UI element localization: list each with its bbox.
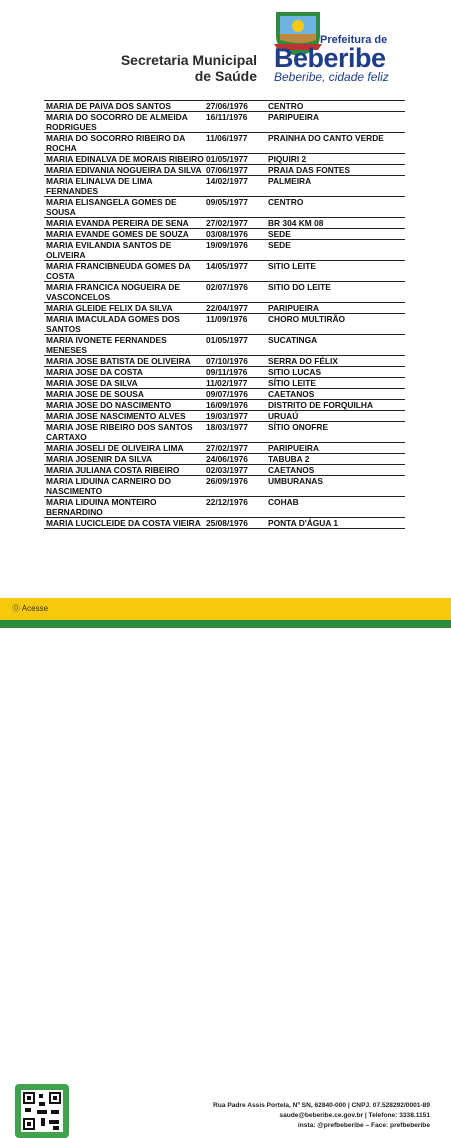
table-row: [44, 101, 405, 112]
birth-date-cell: 19/03/1977: [204, 411, 266, 422]
birth-date-cell: 02/07/1976: [204, 282, 266, 303]
location-cell: SUCATINGA: [266, 335, 405, 356]
location-cell: PARIPUEIRA: [266, 112, 405, 133]
location-cell: CENTRO: [266, 197, 405, 218]
person-name-cell: MARIA JOSE NASCIMENTO ALVES: [44, 411, 204, 422]
birth-date-cell: 16/09/1976: [204, 400, 266, 411]
person-name-cell: MARIA IVONETE FERNANDES MENESES: [44, 335, 204, 356]
person-name-cell: MARIA EDINALVA DE MORAIS RIBEIRO: [46, 154, 204, 164]
birth-date-cell: 27/06/1976: [204, 101, 266, 112]
birth-date-cell: 11/09/1976: [204, 314, 266, 335]
table-row: [44, 367, 405, 378]
birth-date-cell: 09/07/1976: [204, 389, 266, 400]
footer-social[interactable]: insta: @prefbeberibe – Face: prefbeberibe: [297, 1122, 430, 1129]
birth-date-cell: 14/02/1977: [204, 176, 266, 197]
qr-code-icon[interactable]: [15, 1084, 69, 1138]
person-name-cell: MARIA JOSENIR DA SILVA: [44, 454, 204, 465]
secretaria-line2: de Saúde: [194, 68, 257, 84]
table-row: [44, 497, 405, 518]
person-name-cell: MARIA JOSE BATISTA DE OLIVEIRA: [44, 356, 204, 367]
table-row: [44, 197, 405, 218]
person-name-cell: MARIA JOSE DE SOUSA: [44, 389, 204, 400]
prefeitura-label: Prefeitura de: [320, 34, 388, 46]
birth-date-cell: 09/11/1976: [204, 367, 266, 378]
person-name-cell: MARIA IMACULADA GOMES DOS SANTOS: [44, 314, 204, 335]
city-name: Beberibe: [274, 43, 386, 73]
table-row: [44, 133, 405, 154]
birth-date-cell: 25/08/1976: [204, 518, 266, 529]
table-row: [44, 454, 405, 465]
person-name-cell: MARIA DO SOCORRO RIBEIRO DA ROCHA: [44, 133, 204, 154]
table-row: [44, 335, 405, 356]
table-row: [44, 378, 405, 389]
person-name-cell: MARIA FRANCIBNEUDA GOMES DA COSTA: [44, 261, 204, 282]
table-row: [44, 282, 405, 303]
location-cell: CAETANOS: [266, 465, 405, 476]
birth-date-cell: 16/11/1976: [204, 112, 266, 133]
person-name-cell: MARIA ELINALVA DE LIMA FERNANDES: [44, 176, 204, 197]
table-row: [44, 165, 405, 176]
person-name-cell: MARIA EDIVANIA NOGUEIRA DA SILVA: [44, 165, 204, 176]
birth-date-cell: 19/09/1976: [204, 240, 266, 261]
person-name-cell: MARIA JOSE DO NASCIMENTO: [44, 400, 204, 411]
table-row: [44, 154, 405, 165]
birth-date-cell: 27/02/1977: [204, 218, 266, 229]
access-link[interactable]: [12, 603, 48, 614]
person-name-cell: MARIA LUCICLEIDE DA COSTA VIEIRA: [44, 518, 204, 529]
footer-address: Rua Padre Assis Portela, Nº SN, 62840-000 | CNPJ. 07.528292/0001-89: [213, 1102, 430, 1109]
people-table: [44, 100, 405, 529]
birth-date-cell: 07/06/1977: [204, 165, 266, 176]
table-row: [44, 314, 405, 335]
person-name-cell: MARIA FRANCICA NOGUEIRA DE VASCONCELOS: [44, 282, 204, 303]
birth-date-cell: 11/06/1977: [204, 133, 266, 154]
person-name-cell: MARIA GLEIDE FELIX DA SILVA: [44, 303, 204, 314]
table-row: [44, 112, 405, 133]
location-cell: CENTRO: [266, 101, 405, 112]
table-row: [44, 303, 405, 314]
person-name-cell: MARIA JOSE DA SILVA: [44, 378, 204, 389]
location-cell: PONTA D'ÁGUA 1: [266, 518, 405, 529]
location-cell: PARIPUEIRA: [266, 443, 405, 454]
person-name-cell: MARIA JOSE DA COSTA: [44, 367, 204, 378]
location-cell: SITIO LEITE: [266, 261, 405, 282]
person-name-cell: MARIA LIDUINA CARNEIRO DO NASCIMENTO: [44, 476, 204, 497]
birth-date-cell: 22/04/1977: [204, 303, 266, 314]
birth-date-cell: 18/03/1977: [204, 422, 266, 443]
table-row: [44, 240, 405, 261]
birth-date-cell: 07/10/1976: [204, 356, 266, 367]
table-row: [44, 422, 405, 443]
person-name-cell: MARIA JOSE RIBEIRO DOS SANTOS CARTAXO: [44, 422, 204, 443]
location-cell: PALMEIRA: [266, 176, 405, 197]
birth-date-cell: 03/08/1976: [204, 229, 266, 240]
birth-date-cell: 27/02/1977: [204, 443, 266, 454]
person-name-cell: MARIA JULIANA COSTA RIBEIRO: [44, 465, 204, 476]
location-cell: PRAIA DAS FONTES: [266, 165, 405, 176]
person-name-cell: MARIA DE PAIVA DOS SANTOS: [44, 101, 204, 112]
birth-date-cell: 26/09/1976: [204, 476, 266, 497]
person-name-cell: MARIA EVANDE GOMES DE SOUZA: [44, 229, 204, 240]
birth-date-cell: 24/06/1976: [204, 454, 266, 465]
table-row: [44, 229, 405, 240]
person-name-cell: MARIA EVILANDIA SANTOS DE OLIVEIRA: [44, 240, 204, 261]
location-cell: SERRA DO FÉLIX: [266, 356, 405, 367]
table-row: [44, 476, 405, 497]
city-slogan: Beberibe, cidade feliz: [274, 70, 389, 84]
access-label: Acesse: [21, 604, 49, 613]
birth-date-cell: 14/05/1977: [204, 261, 266, 282]
location-cell: TABUBA 2: [266, 454, 405, 465]
birth-date-cell: 22/12/1976: [204, 497, 266, 518]
location-cell: PIQUIRI 2: [266, 154, 405, 165]
table-row: [44, 261, 405, 282]
secretaria-title: [121, 52, 257, 84]
location-cell: SITIO LUCAS: [266, 367, 405, 378]
table-row: [44, 411, 405, 422]
birth-date-cell: 02/03/1977: [204, 465, 266, 476]
birth-date-cell: 09/05/1977: [204, 197, 266, 218]
footer-email-phone[interactable]: saude@beberibe.ce.gov.br | Telefone: 3338.1151: [279, 1112, 430, 1119]
location-cell: BR 304 KM 08: [266, 218, 405, 229]
birth-date-cell: 01/05/1977: [204, 335, 266, 356]
person-name-cell: MARIA EVANDA PEREIRA DE SENA: [44, 218, 204, 229]
location-cell: PARIPUEIRA: [266, 303, 405, 314]
footer-yellow-bar: [0, 598, 451, 620]
person-name-cell: MARIA DO SOCORRO DE ALMEIDA RODRIGUES: [44, 112, 204, 133]
table-row: [44, 218, 405, 229]
table-row: [44, 400, 405, 411]
table-row: [44, 389, 405, 400]
person-name-cell: MARIA LIDUINA MONTEIRO BERNARDINO: [44, 497, 204, 518]
location-cell: UMBURANAS: [266, 476, 405, 497]
table-row: [44, 356, 405, 367]
location-cell: SÍTIO LEITE: [266, 378, 405, 389]
location-cell: SÍTIO ONOFRE: [266, 422, 405, 443]
table-row: [44, 176, 405, 197]
location-cell: COHAB: [266, 497, 405, 518]
page-header: [0, 0, 451, 95]
access-icon: ⓪: [12, 604, 22, 613]
footer-green-bar: [0, 620, 451, 628]
footer-contact: [213, 1101, 430, 1131]
location-cell: SITIO DO LEITE: [266, 282, 405, 303]
location-cell: CHORO MULTIRÃO: [266, 314, 405, 335]
person-name-cell: MARIA ELISANGELA GOMES DE SOUSA: [44, 197, 204, 218]
location-cell: URUAÚ: [266, 411, 405, 422]
location-cell: SEDE: [266, 240, 405, 261]
table-row: [44, 443, 405, 454]
location-cell: CAETANOS: [266, 389, 405, 400]
secretaria-line1: Secretaria Municipal: [120, 52, 257, 68]
table-row: [44, 518, 405, 529]
person-name-cell: MARIA JOSELI DE OLIVEIRA LIMA: [44, 443, 204, 454]
table-row: [44, 465, 405, 476]
birth-date-cell: 11/02/1977: [204, 378, 266, 389]
location-cell: DISTRITO DE FORQUILHA: [266, 400, 405, 411]
location-cell: PRAINHA DO CANTO VERDE: [266, 133, 405, 154]
location-cell: SEDE: [266, 229, 405, 240]
birth-date-cell: 01/05/1977: [204, 154, 266, 165]
